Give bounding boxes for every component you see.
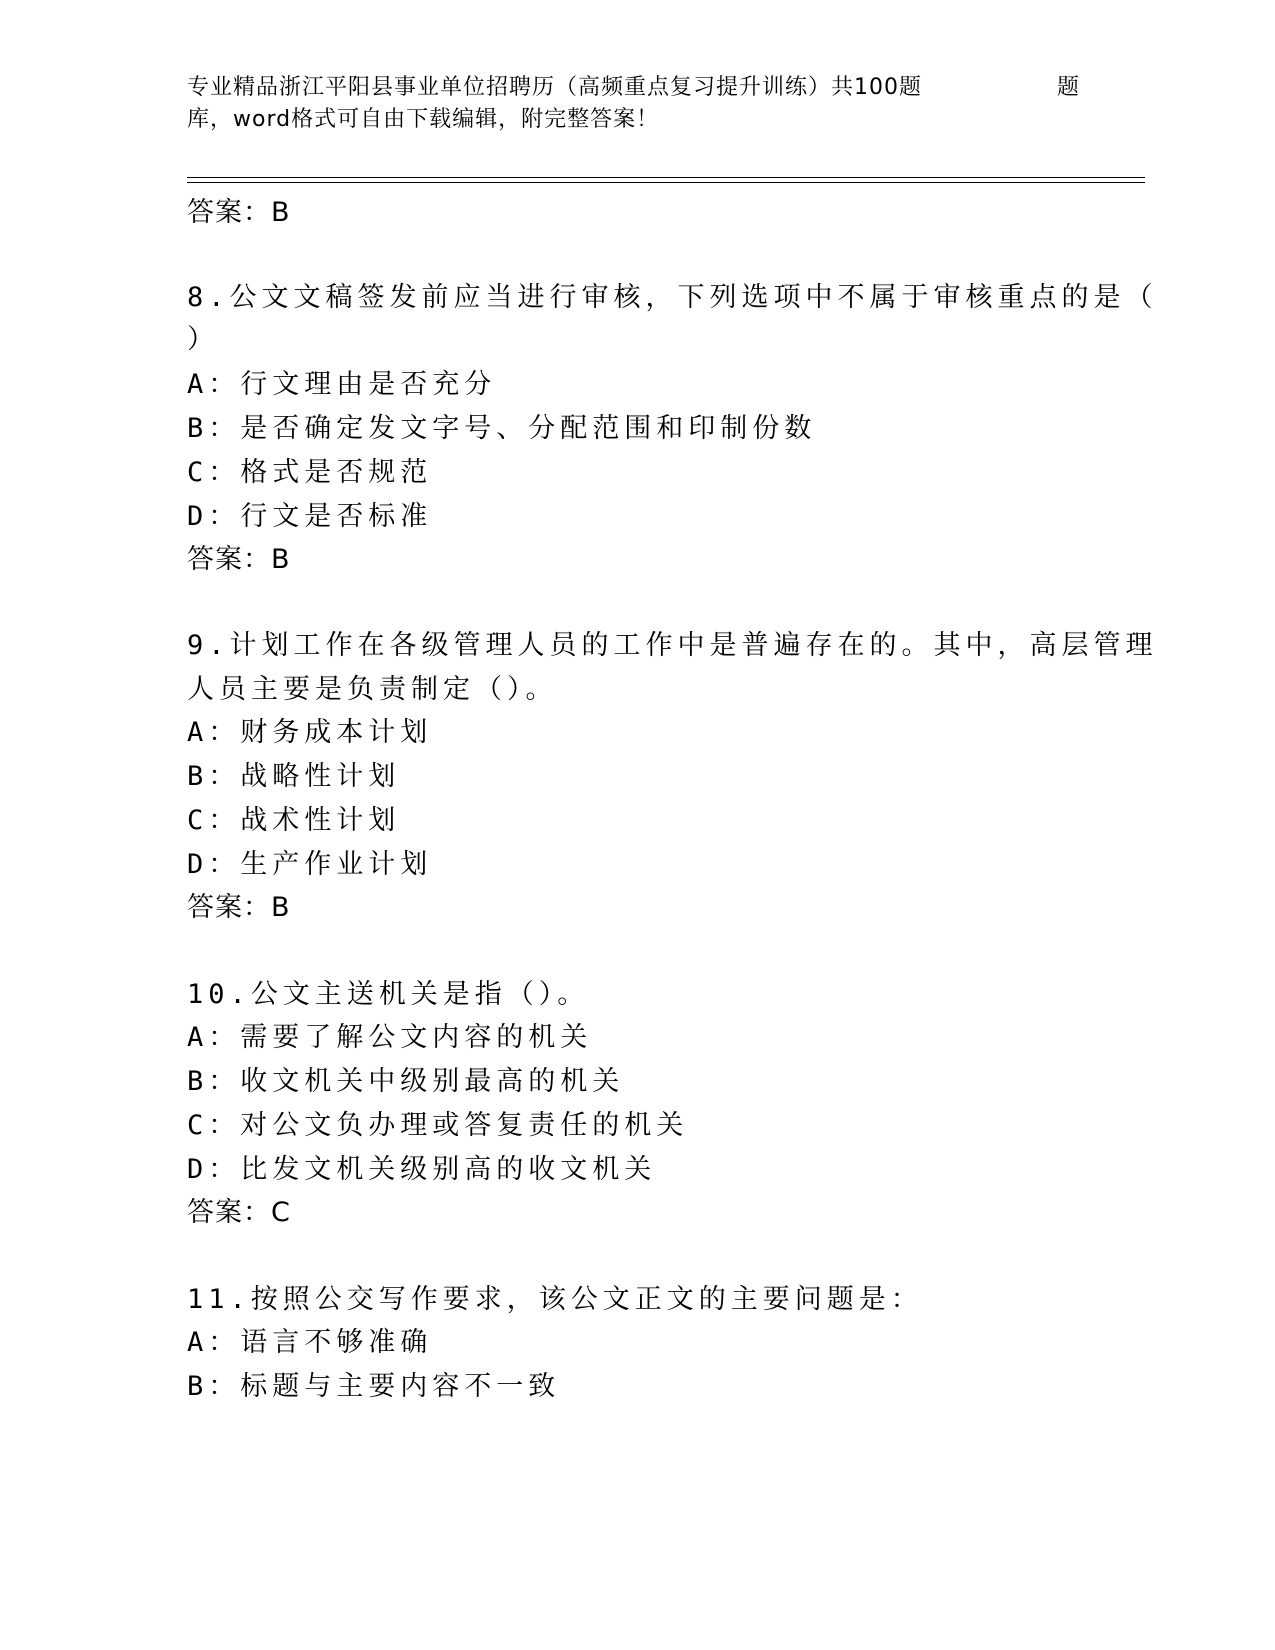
question-9-option-b: B：战略性计划: [187, 761, 401, 792]
question-10-option-a: A：需要了解公文内容的机关: [187, 1022, 593, 1053]
question-10-answer: 答案：C: [187, 1197, 291, 1228]
question-9-option-c: C：战术性计划: [187, 805, 401, 836]
question-8-stem-line-2: ）: [187, 324, 219, 355]
question-9-option-a: A：财务成本计划: [187, 717, 433, 748]
question-9-stem-line-1: 9.计划工作在各级管理人员的工作中是普遍存在的。其中，高层管理: [187, 630, 1158, 661]
question-8-option-d: D：行文是否标准: [187, 501, 433, 532]
question-11-option-b: B：标题与主要内容不一致: [187, 1371, 561, 1402]
question-10-option-b: B：收文机关中级别最高的机关: [187, 1066, 625, 1097]
question-9-stem-line-2: 人员主要是负责制定（）。: [187, 674, 558, 705]
question-8-option-c: C：格式是否规范: [187, 457, 433, 488]
question-9-answer: 答案：B: [187, 892, 291, 923]
question-8-stem-line-1: 8.公文文稿签发前应当进行审核，下列选项中不属于审核重点的是（: [187, 282, 1158, 313]
header-divider-bottom: [187, 182, 1145, 183]
question-8-answer: 答案：B: [187, 544, 291, 575]
question-10-option-d: D：比发文机关级别高的收文机关: [187, 1154, 657, 1185]
question-10-option-c: C：对公文负办理或答复责任的机关: [187, 1110, 689, 1141]
question-11-stem: 11.按照公交写作要求，该公文正文的主要问题是：: [187, 1284, 923, 1315]
previous-answer: 答案：B: [187, 197, 291, 228]
document-header: [187, 72, 1087, 136]
question-8-option-b: B：是否确定发文字号、分配范围和印制份数: [187, 413, 817, 444]
question-8-option-a: A：行文理由是否充分: [187, 369, 497, 400]
question-9-option-d: D：生产作业计划: [187, 849, 433, 880]
header-title-text: 专业精品浙江平阳县事业单位招聘历（高频重点复习提升训练）共100题: [187, 75, 922, 100]
header-divider-top: [187, 177, 1145, 178]
header-title-tail: 题: [1057, 75, 1081, 100]
question-10-stem: 10.公文主送机关是指（）。: [187, 979, 590, 1010]
header-line-1: [187, 72, 1087, 104]
question-11-option-a: A：语言不够准确: [187, 1327, 433, 1358]
header-line-2: 库，word格式可自由下载编辑，附完整答案！: [187, 107, 660, 132]
